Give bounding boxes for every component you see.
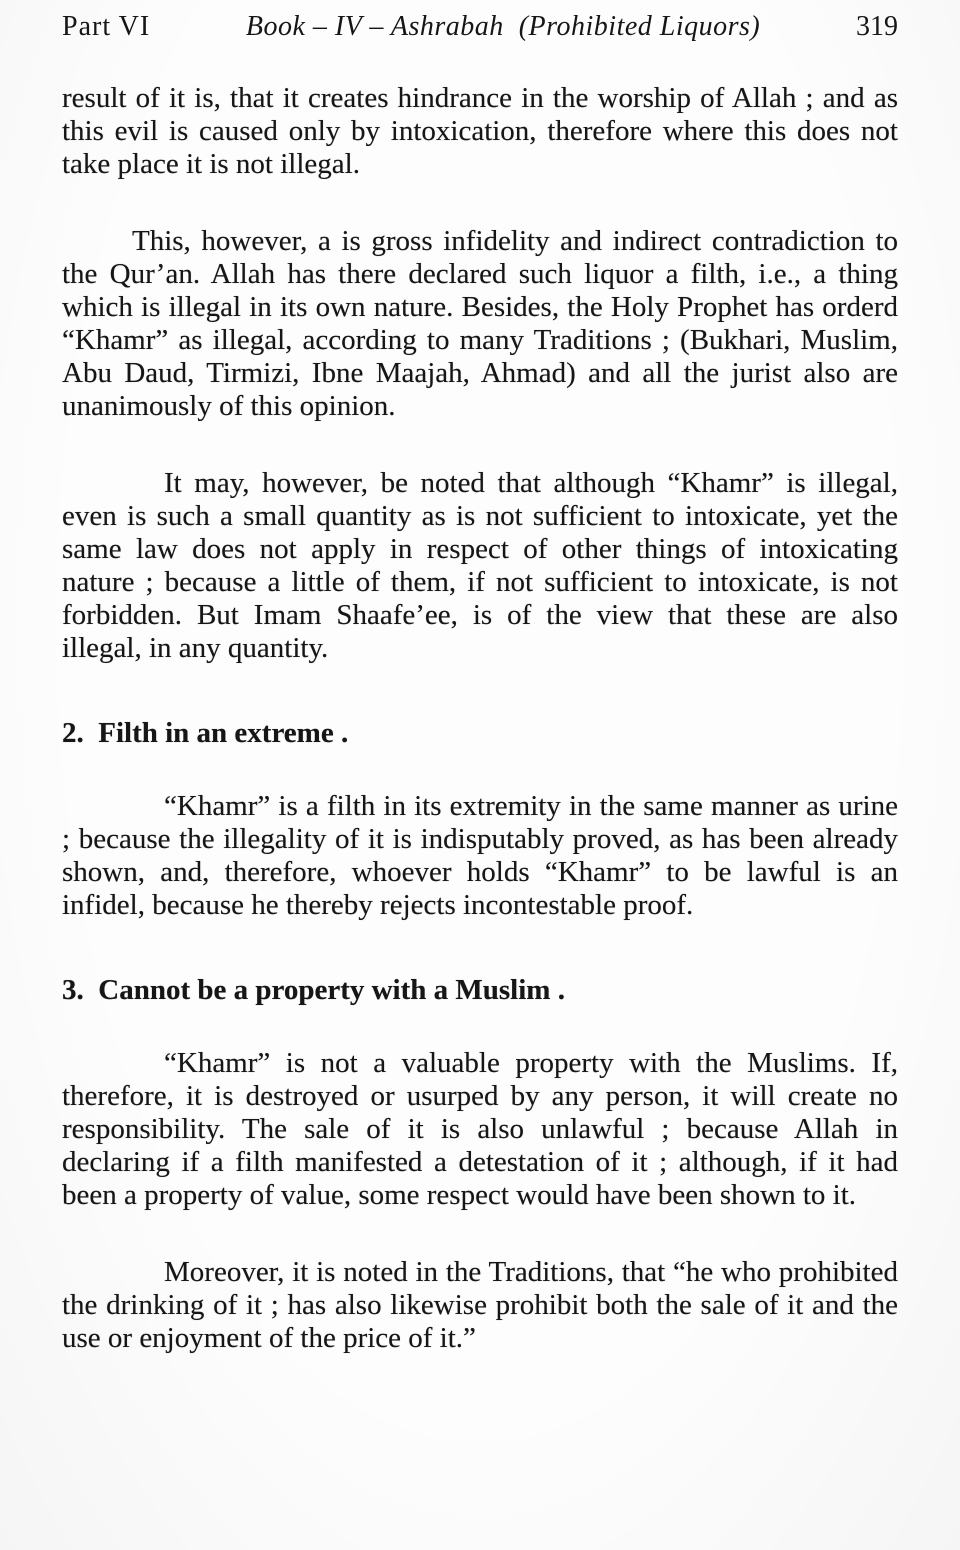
paragraph-small-quantity: It may, however, be noted that although “Khamr” is illegal, even is such a small quantity as is not sufficient to intoxicate, yet the same law does not apply in respect of other things of intoxicating nature ; because a little of them, if not sufficient to intoxicate, is not forbidden. But Imam Shaafe’ee, is of the view that these are also illegal, in any quantity. (62, 467, 898, 664)
header-part-label: Part VI (62, 11, 151, 42)
section-heading-property-muslim: 3. Cannot be a property with a Muslim . (62, 974, 565, 1006)
paragraph-filth-extremity: “Khamr” is a filth in its extremity in the same manner as urine ; because the illegality of it is indisputably proved, as has been already shown, and, therefore, whoever holds “Khamr” to be lawful is an infidel, because he thereby rejects incontestable proof. (62, 790, 898, 921)
paragraph-infidelity: This, however, a is gross infidelity and indirect contradiction to the Qur’an. Allah has there declared such liquor a filth, i.e., a thing which is illegal in its own nature. Besides, the Holy Prophet has orderd “Khamr” as illegal, according to many Traditions ; (Bukhari, Muslim, Abu Daud, Tirmizi, Ibne Maajah, Ahmad) and all the jurist also are unanimously of this opinion. (62, 225, 898, 422)
paragraph-not-valuable-property: “Khamr” is not a valuable property with the Muslims. If, therefore, it is destroyed or usurped by any person, it will create no responsibility. The sale of it is also unlawful ; because Allah in declaring if a filth manifested a detestation of it ; although, if it had been a property of value, some respect would have been shown to it. (62, 1047, 898, 1211)
page-header (62, 10, 898, 44)
header-book-title: Book – IV – Ashrabah (Prohibited Liquors) (245, 11, 761, 42)
paragraph-traditions-sale: Moreover, it is noted in the Traditions, that “he who prohibited the drinking of it ; has also likewise prohibit both the sale of it and the use or enjoyment of the price of it.” (62, 1256, 898, 1354)
paragraph-continuation: result of it is, that it creates hindrance in the worship of Allah ; and as this evil is caused only by intoxication, therefore where this does not take place it is not illegal. (62, 82, 898, 180)
page-body (62, 82, 898, 1355)
page-number: 319 (856, 11, 898, 42)
section-heading-filth-extreme: 2. Filth in an extreme . (62, 717, 349, 749)
